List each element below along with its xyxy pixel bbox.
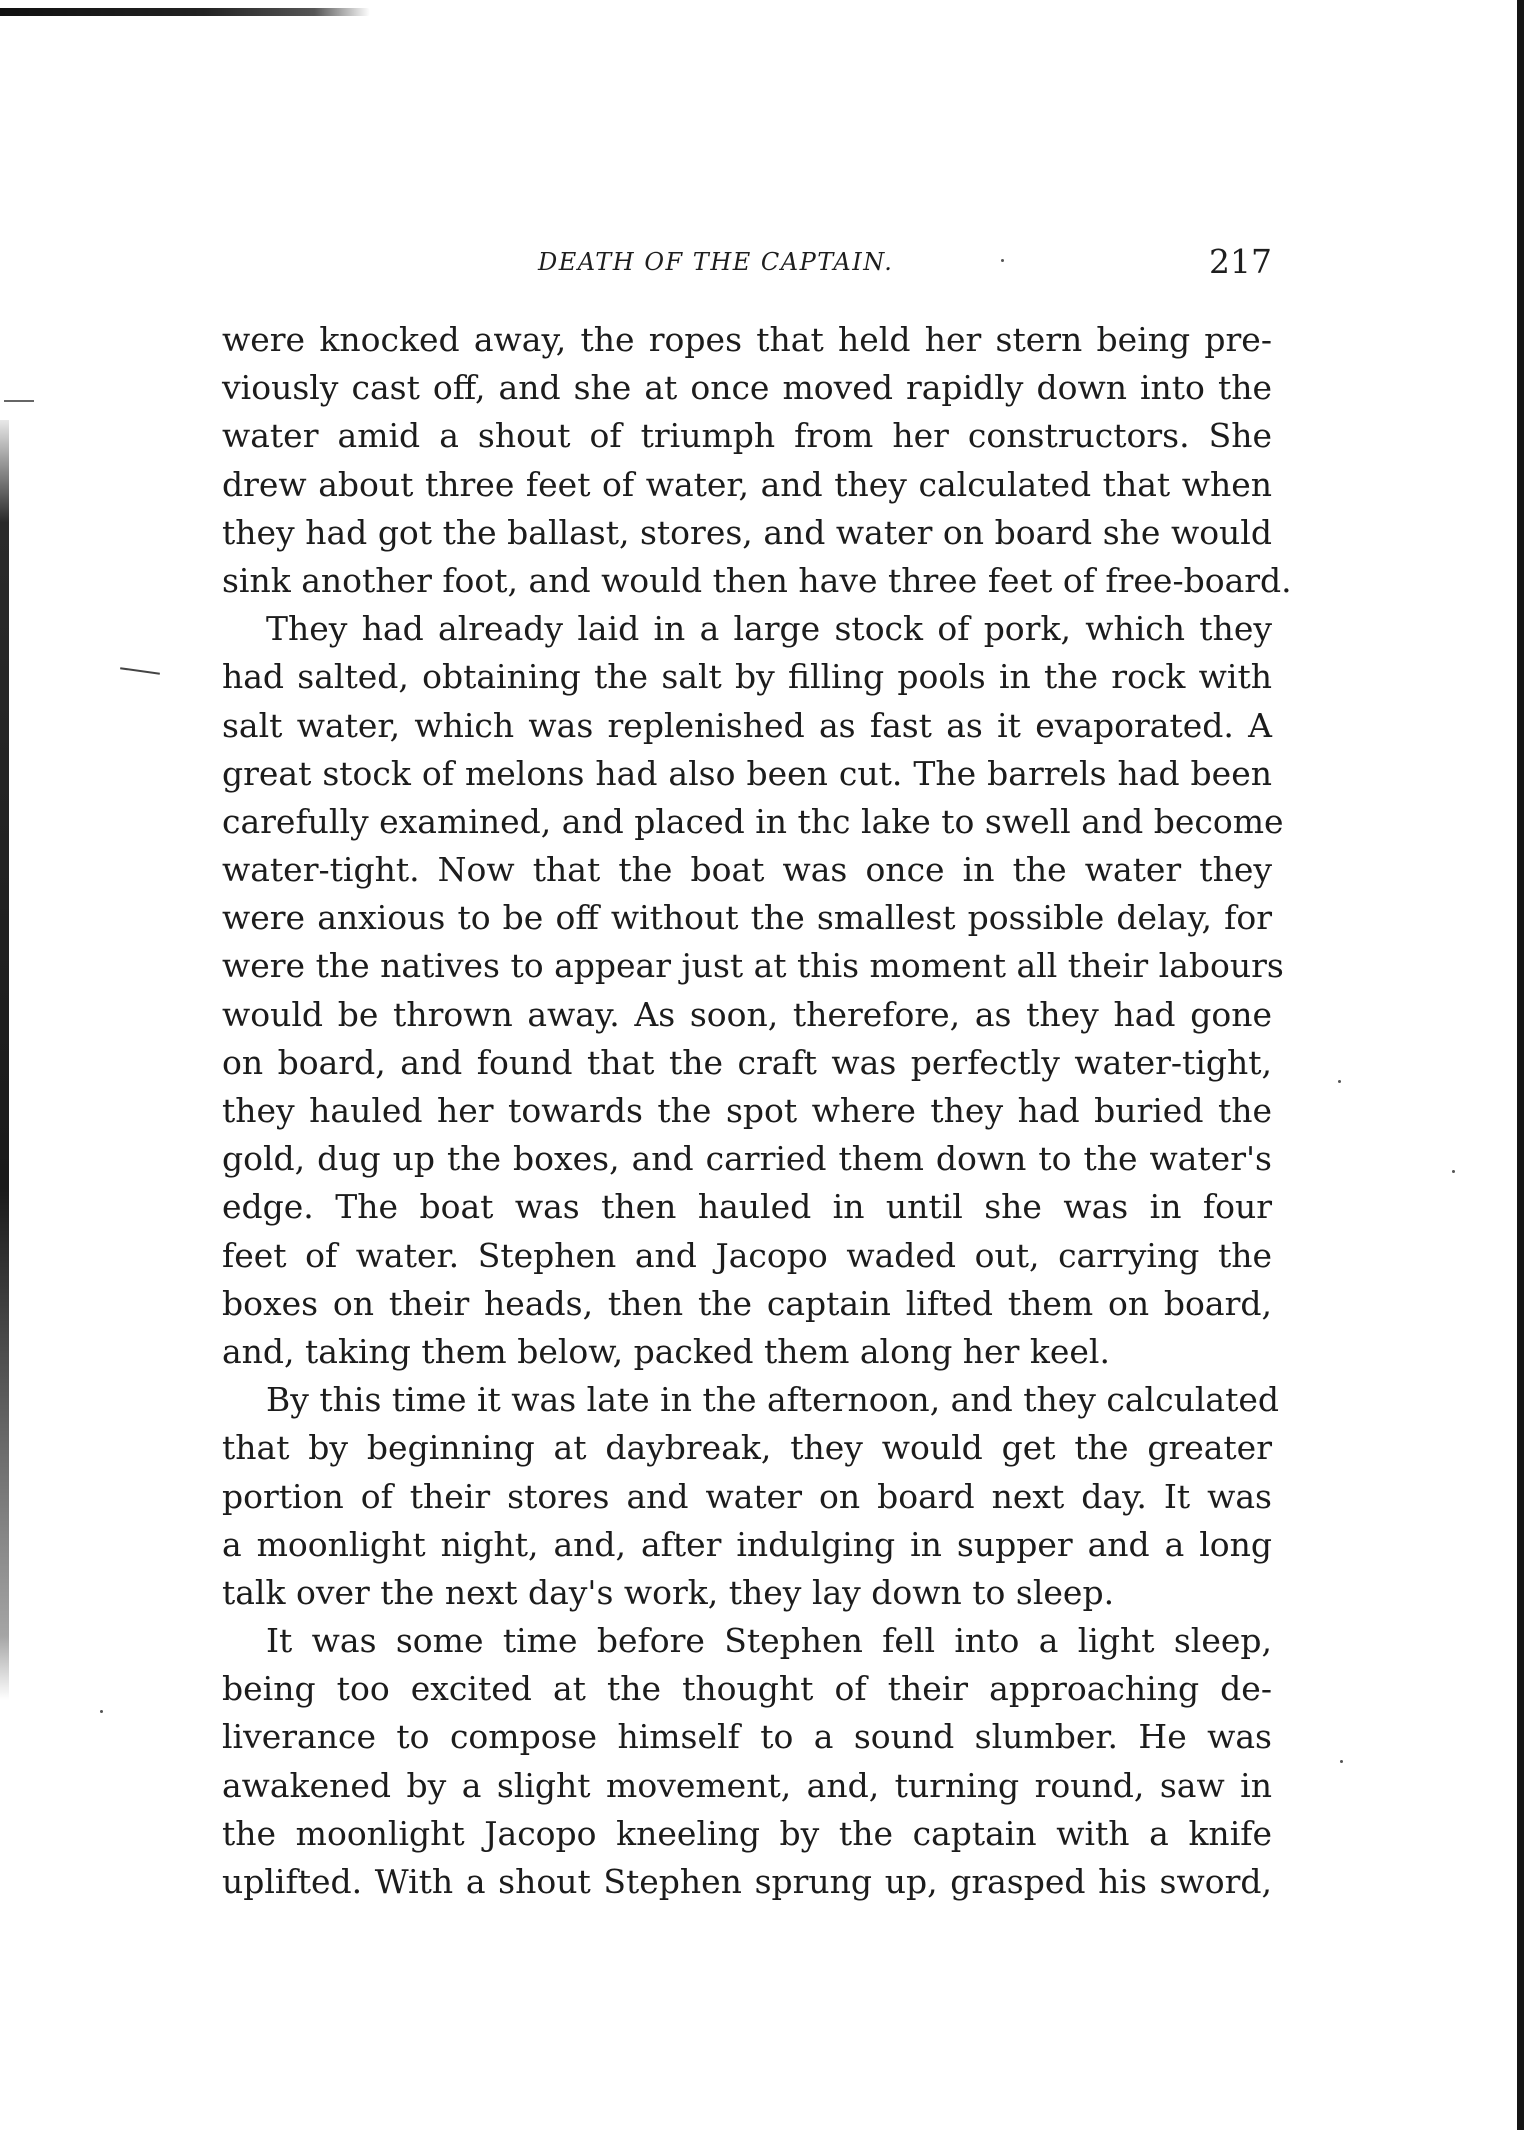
text-line: By this time it was late in the afternoon, and they calculated	[266, 1380, 1279, 1420]
text-line: were anxious to be off without the smallest possible delay, for	[222, 898, 1272, 938]
text-line: on board, and found that the craft was perfectly water-tight,	[222, 1042, 1272, 1082]
paragraph	[222, 316, 1292, 605]
text-line: salt water, which was replenished as fast as it evaporated. A	[222, 705, 1272, 745]
text-line: boxes on their heads, then the captain lifted them on board,	[222, 1283, 1272, 1323]
text-line: liverance to compose himself to a sound slumber. He was	[222, 1717, 1272, 1757]
running-title: DEATH OF THE CAPTAIN.	[538, 248, 894, 276]
text-line: It was some time before Stephen fell into a light sleep,	[266, 1621, 1272, 1661]
text-line: gold, dug up the boxes, and carried them down to the water's	[222, 1139, 1272, 1179]
paragraph	[222, 605, 1284, 1376]
running-head	[220, 242, 1272, 282]
paragraph	[222, 1617, 1272, 1906]
text-line: a moonlight night, and, after indulging in supper and a long	[222, 1524, 1272, 1564]
text-line: they hauled her towards the spot where they had buried the	[222, 1091, 1272, 1130]
text-line: were knocked away, the ropes that held her stern being pre-	[222, 320, 1272, 359]
text-line: viously cast off, and she at once moved rapidly down into the	[222, 368, 1272, 408]
text-line: they had got the ballast, stores, and water on board she would	[222, 512, 1272, 552]
text-line: awakened by a slight movement, and, turning round, saw in	[222, 1765, 1272, 1805]
text-line: portion of their stores and water on board next day. It was	[222, 1476, 1272, 1516]
text-line: the moonlight Jacopo kneeling by the captain with a knife	[222, 1813, 1272, 1853]
text-line: being too excited at the thought of their approaching de-	[222, 1669, 1272, 1709]
text-line: uplifted. With a shout Stephen sprung up, grasped his sword,	[222, 1862, 1272, 1901]
page-number: 217	[1209, 242, 1272, 281]
paragraph	[222, 1376, 1279, 1617]
text-line: talk over the next day's work, they lay down to sleep.	[222, 1572, 1115, 1612]
text-line: that by beginning at daybreak, they would get the greater	[222, 1428, 1272, 1468]
text-line: drew about three feet of water, and they calculated that when	[222, 464, 1272, 504]
text-line: would be thrown away. As soon, therefore, as they had gone	[222, 994, 1272, 1034]
text-line: great stock of melons had also been cut. The barrels had been	[222, 753, 1272, 793]
text-line: edge. The boat was then hauled in until she was in four	[222, 1187, 1272, 1227]
text-line: water amid a shout of triumph from her constructors. She	[222, 416, 1272, 456]
text-line: water-tight. Now that the boat was once in the water they	[222, 850, 1272, 890]
text-line: sink another foot, and would then have three feet of free-board.	[222, 560, 1292, 600]
text-line: were the natives to appear just at this moment all their labours	[222, 946, 1284, 986]
text-line: carefully examined, and placed in thc lake to swell and become	[222, 801, 1284, 841]
body-text	[222, 316, 1292, 1906]
text-line: They had already laid in a large stock of pork, which they	[266, 609, 1272, 649]
text-line: and, taking them below, packed them along her keel.	[222, 1331, 1110, 1371]
text-line: feet of water. Stephen and Jacopo waded out, carrying the	[222, 1235, 1272, 1275]
text-line: had salted, obtaining the salt by filling pools in the rock with	[222, 657, 1272, 697]
